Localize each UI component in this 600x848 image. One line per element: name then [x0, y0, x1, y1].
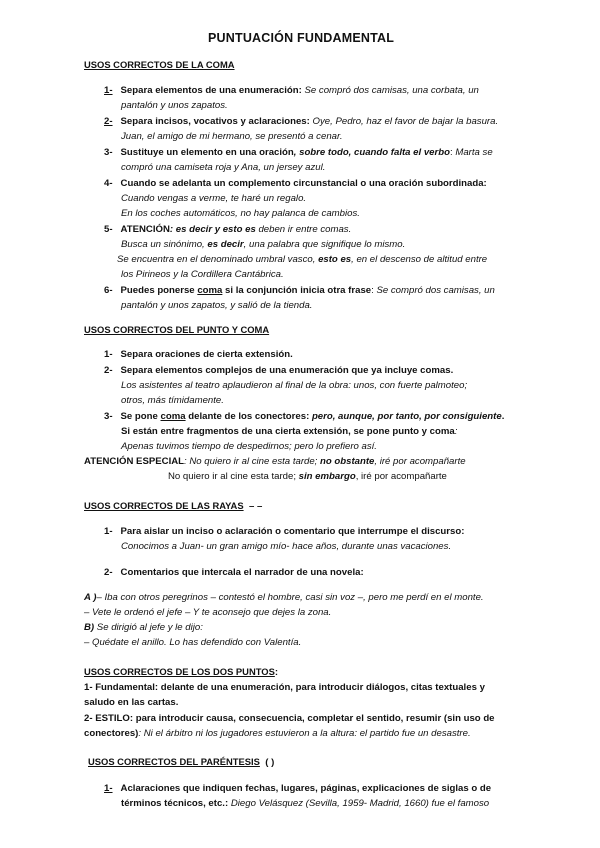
coma-item-5-example-2: Se encuentra en el denominado umbral vasco, esto es, en el descenso de altitud entre	[117, 254, 488, 265]
coma-item-2-example: Juan, el amigo de mi hermano, se presentó a cenar.	[121, 131, 343, 142]
section-heading-parentesis: USOS CORRECTOS DEL PARÉNTESIS ( )	[88, 756, 275, 768]
punto-coma-item-2-example-1: Los asistentes al teatro aplaudieron al final de la obra: unos, con fuerte palmoteo;	[121, 380, 468, 391]
parentesis-item-1: 1- Aclaraciones que indiquen fechas, lugares, páginas, explicaciones de siglas o de	[104, 783, 492, 794]
dos-puntos-line-1: 1- Fundamental: delante de una enumeración, para introducir diálogos, citas textuales y	[84, 682, 485, 693]
punto-coma-item-2-example-2: otros, más tímidamente.	[121, 395, 224, 406]
coma-item-6-example: pantalón y unos zapatos, y salió de la tienda.	[121, 300, 313, 311]
coma-item-4: 4- Cuando se adelanta un complemento circunstancial o una oración subordinada:	[104, 178, 487, 189]
punto-coma-item-3: 3- Se pone coma delante de los conectores: pero, aunque, por tanto, por consiguiente.	[104, 411, 505, 422]
parentesis-item-1-line-2: términos técnicos, etc.: Diego Velásquez (Sevilla, 1959- Madrid, 1660) fue el famoso	[121, 798, 490, 809]
punto-coma-item-3-example: Apenas tuvimos tiempo de despedirnos; pero lo prefiero así.	[121, 441, 377, 452]
coma-item-5-example-1: Busca un sinónimo, es decir, una palabra que signifique lo mismo.	[121, 239, 406, 250]
coma-item-1-example: pantalón y unos zapatos.	[121, 100, 228, 111]
rayas-example-b-2: – Quédate el anillo. Lo has defendido con Valentía.	[84, 637, 302, 648]
rayas-example-b: B) Se dirigió al jefe y le dijo:	[84, 622, 203, 633]
punto-coma-item-2: 2- Separa elementos complejos de una enumeración que ya incluye comas.	[104, 365, 454, 376]
coma-item-5: 5- ATENCIÓN: es decir y esto es deben ir entre comas.	[104, 224, 352, 235]
dos-puntos-line-3: 2- ESTILO: para introducir causa, consecuencia, completar el sentido, resumir (sin uso de	[84, 713, 495, 724]
coma-item-5-example-3: los Pirineos y la Cordillera Cantábrica.	[121, 269, 284, 280]
atencion-especial-line-2: No quiero ir al cine esta tarde; sin embargo, iré por acompañarte	[168, 471, 447, 482]
coma-item-4-example-1: Cuando vengas a verme, te haré un regalo.	[121, 193, 307, 204]
dos-puntos-line-2: saludo en las cartas.	[84, 697, 179, 708]
atencion-especial-line-1: ATENCIÓN ESPECIAL: No quiero ir al cine esta tarde; no obstante, iré por acompañarte	[84, 456, 466, 467]
rayas-item-1-example: Conocimos a Juan- un gran amigo mío- hace años, durante unas vacaciones.	[121, 541, 452, 552]
coma-item-3-example: compró una camiseta roja y Ana, un jersey azul.	[121, 162, 326, 173]
coma-item-1: 1- Separa elementos de una enumeración: Se compró dos camisas, una corbata, un	[104, 85, 479, 96]
coma-item-4-example-2: En los coches automáticos, no hay palanca de cambios.	[121, 208, 360, 219]
rayas-item-2: 2- Comentarios que intercala el narrador de una novela:	[104, 567, 364, 578]
coma-item-2: 2- Separa incisos, vocativos y aclaraciones: Oye, Pedro, haz el favor de bajar la basura.	[104, 116, 499, 127]
coma-item-3: 3- Sustituye un elemento en una oración, sobre todo, cuando falta el verbo: Marta se	[104, 147, 493, 158]
section-heading-punto-y-coma: USOS CORRECTOS DEL PUNTO Y COMA	[84, 324, 270, 335]
page-title: PUNTUACIÓN FUNDAMENTAL	[208, 31, 395, 45]
dos-puntos-line-4: conectores): Ni el árbitro ni los jugadores estuvieron a la altura: el partido fue un desastre.	[84, 728, 471, 739]
rayas-example-a-2: – Vete le ordenó el jefe – Y te aconsejo que dejes la zona.	[84, 607, 332, 618]
section-heading-dos-puntos: USOS CORRECTOS DE LOS DOS PUNTOS:	[84, 666, 279, 678]
section-heading-rayas: USOS CORRECTOS DE LAS RAYAS – –	[84, 500, 263, 512]
rayas-example-a: A )– Iba con otros peregrinos – contestó el hombre, casi sin voz –, pero me perdí en el monte.	[84, 592, 484, 603]
coma-item-6: 6- Puedes ponerse coma si la conjunción inicia otra frase: Se compró dos camisas, un	[104, 285, 495, 296]
rayas-item-1: 1- Para aislar un inciso o aclaración o comentario que interrumpe el discurso:	[104, 526, 465, 537]
section-heading-coma: USOS CORRECTOS DE LA COMA	[84, 59, 235, 70]
punto-coma-item-3-rule-2: Si están entre fragmentos de una cierta extensión, se pone punto y coma:	[121, 426, 458, 437]
punto-coma-item-1: 1- Separa oraciones de cierta extensión.	[104, 349, 293, 360]
